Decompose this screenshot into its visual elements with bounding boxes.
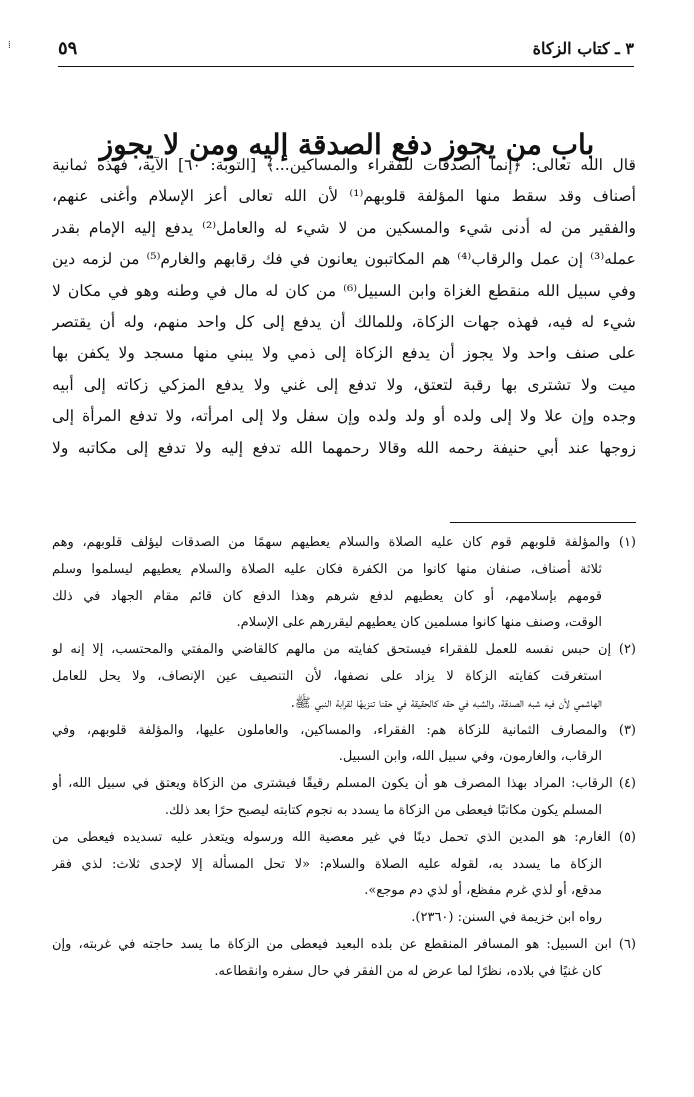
footnote-line: (٣) والمصارف الثمانية للزكاة هم: الفقراء، والمساكين، والعاملون عليها، والمؤلفة قلوبهم، وفي	[52, 722, 636, 738]
body-line: عمله⁽³⁾ إن عمل والرقاب⁽⁴⁾ هم المكاتبون يعانون في فك رقابهم والغارم⁽⁵⁾ من لزمه دين	[52, 250, 636, 269]
footnotes	[52, 530, 636, 986]
footnote-line: الزكاة ما يسدد به، لقوله عليه الصلاة والسلام: «لا تحل المسألة إلا لإحدى ثلاث: لذي فقر	[52, 856, 602, 872]
footnote-line: (٤) الرقاب: المراد بهذا المصرف هو أن يكون المسلم رقيقًا فيشترى من الزكاة ويعتق في سبيل الله، أو	[52, 776, 636, 792]
page-number: ٥٩	[58, 38, 78, 59]
footnote-line: الوقت، وصنف منها كانوا مسلمين كان يعطيهم ليقررهم على الإسلام.	[236, 615, 602, 631]
footnote-1	[52, 530, 636, 637]
footnote-4	[52, 771, 636, 825]
body-line: وفي سبيل الله منقطع الغزاة وابن السبيل⁽⁶⁾ من كان له مال في وطنه وهو في مكان لا	[52, 281, 636, 300]
footnote-line: استغرقت كفايته الزكاة لا يزاد على نصفها، لأن التنصيف عين الإنصاف، ولا يحل للعامل	[52, 668, 602, 684]
footnote-6	[52, 932, 636, 986]
body-line: والفقير من له أدنى شيء والمسكين من لا شيء له والعامل⁽²⁾ يدفع إليه الإمام بقدر	[52, 218, 636, 237]
body-line: أصناف وقد سقط منها المؤلفة قلوبهم⁽¹⁾ لأن الله تعالى أعز الإسلام وأغنى عنهم،	[52, 187, 636, 206]
margin-marks: ⁞	[8, 40, 11, 51]
footnote-line: المسلم يكون مكاتبًا فيعطى من الزكاة ما يسدد به نجوم كتابته ليصبح حرًا بعد ذلك.	[164, 802, 602, 818]
footnote-divider	[450, 522, 636, 523]
body-line: قال الله تعالى: ﴿إنما الصدقات للفقراء والمساكين...﴾ [التوبة: ٦٠] الآية، فهذه ثمانية	[52, 156, 636, 174]
footnote-line: (٦) ابن السبيل: هو المسافر المنقطع عن بلده البعيد فيعطى من الزكاة ما يسد حاجته في غربته، وإن	[52, 936, 636, 952]
footnote-line: مدقع، أو لذي غرم مفظع، أو لذي دم موجع».	[364, 883, 602, 899]
footnote-2	[52, 637, 636, 717]
body-line: وجده وإن علا ولا إلى ولده أو ولد ولده وإن سفل ولا إلى امرأته، ولا تدفع المرأة إلى	[52, 407, 636, 426]
body-line: زوجها عند أبي حنيفة رحمه الله وقالا رحمهما الله تدفع إليه ولا تدفع إلى مكاتبه ولا	[52, 438, 636, 457]
footnote-line: الهاشمي لأن فيه شبه الصدقة، والشبه في حقه كالحقيقة في حقنا تنزيهًا لقرابة النبي ﷺ.	[290, 695, 602, 711]
body-line: شيء له فيه، فهذه جهات الزكاة، وللمالك أن يدفع إلى كل واحد منهم، وله أن يقتصر	[52, 313, 636, 332]
footnote-line: الرقاب، والغارمون، وفي سبيل الله، وابن السبيل.	[338, 749, 602, 765]
body-line: على صنف واحد ولا يجوز أن يدفع الزكاة إلى ذمي ولا يبني منها مسجد ولا يكفن بها	[52, 344, 636, 363]
chapter-title: باب من يجوز دفع الصدقة إليه ومن لا يجوز	[99, 127, 595, 161]
footnote-line: (١) والمؤلفة قلوبهم قوم كان عليه الصلاة والسلام يعطيهم سهمًا من الصدقات ليؤلف قلوبهم، وهم	[52, 535, 636, 550]
footnote-3	[52, 718, 636, 772]
footnote-line: (٥) الغارم: هو المدين الذي تحمل دينًا في غير معصية الله ورسوله ويتعذر عليه تسديده فيعطى من	[52, 829, 636, 845]
footnote-line: ثلاثة أصناف، صنفان منها كانوا من الكفرة فكان عليه الصلاة والسلام يعطيهم ليسلموا وسلم	[52, 561, 602, 577]
footnote-line: (٢) إن حبس نفسه للعمل للفقراء فيستحق كفايته من مالهم كالقاضي والمفتي والمحتسب، إلا إنه لو	[52, 642, 636, 658]
footnote-line: قومهم بإسلامهم، أو كان يعطيهم لدفع شرهم وهذا الدفع كان قائم مقام الجهاد في ذلك	[52, 588, 602, 604]
body-line: ميت ولا تشترى بها رقبة لتعتق، ولا تدفع إلى غني ولا يدفع المزكي زكاته إلى أبيه	[52, 375, 636, 394]
footnote-source: رواه ابن خزيمة في السنن: (٢٣٦٠).	[411, 910, 602, 926]
footnote-5	[52, 825, 636, 932]
main-text	[52, 150, 636, 464]
page-header	[58, 36, 634, 67]
running-head: ٣ ـ كتاب الزكاة	[532, 39, 634, 58]
footnote-line: كان غنيًا في بلاده، نظرًا لما عرض له من الفقر في حال سفره وانقطاعه.	[214, 963, 602, 979]
